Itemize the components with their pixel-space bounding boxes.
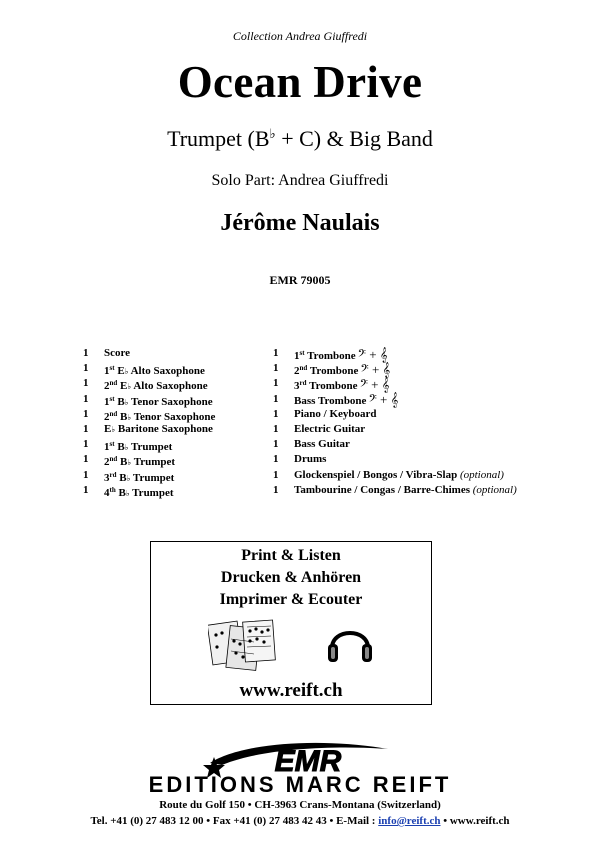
flat-icon: ♭ bbox=[111, 424, 116, 434]
instrument-row bbox=[273, 422, 573, 437]
ordinal-suffix: st bbox=[109, 440, 115, 449]
instrument-row bbox=[83, 407, 273, 422]
ordinal-suffix: st bbox=[109, 364, 115, 373]
clef-icon: 𝄢 + 𝄞 bbox=[360, 362, 391, 378]
publisher-address: Route du Golf 150 • CH-3963 Crans-Montana (Switzerland) bbox=[159, 799, 441, 811]
ordinal-suffix: nd bbox=[299, 364, 308, 373]
instrument-name: Bass Trombone 𝄢 + 𝄞 bbox=[294, 391, 399, 407]
instrument-quantity: 1 bbox=[273, 453, 279, 466]
flat-icon: ♭ bbox=[126, 473, 131, 483]
instrument-row bbox=[83, 483, 273, 498]
instrument-row bbox=[273, 452, 573, 467]
instrument-row bbox=[273, 407, 573, 422]
promo-line-de: Drucken & Anhören bbox=[220, 569, 362, 586]
instrument-name: 4th B♭ Trumpet bbox=[104, 485, 174, 499]
instrument-quantity: 1 bbox=[273, 347, 279, 359]
instrument-list-right bbox=[273, 346, 573, 498]
instrument-name: 2nd B♭ Trumpet bbox=[104, 455, 176, 469]
instrument-row bbox=[83, 376, 273, 391]
instrument-row bbox=[83, 422, 273, 437]
instrument-row bbox=[83, 452, 273, 467]
ordinal-suffix: nd bbox=[109, 409, 118, 418]
flat-icon: ♭ bbox=[127, 458, 132, 468]
ordinal-suffix: th bbox=[109, 485, 116, 494]
instrument-row bbox=[83, 346, 273, 361]
collection-label: Collection Andrea Giuffredi bbox=[232, 29, 368, 43]
instrument-quantity: 1 bbox=[273, 422, 279, 435]
flat-icon: ♭ bbox=[269, 126, 276, 141]
instrument-name: 2nd Trombone 𝄢 + 𝄞 bbox=[294, 362, 391, 378]
instrument-row bbox=[83, 437, 273, 452]
headphones-icon bbox=[326, 618, 374, 664]
ordinal-suffix: st bbox=[109, 394, 115, 403]
instrument-row bbox=[83, 361, 273, 376]
instrument-quantity: 1 bbox=[273, 362, 279, 375]
instrument-name: Piano / Keyboard bbox=[294, 407, 377, 420]
instrument-row bbox=[273, 361, 573, 376]
instrument-name: Tambourine / Congas / Barre-Chimes (optional) bbox=[294, 483, 517, 496]
optional-note: (optional) bbox=[459, 468, 504, 481]
flat-icon: ♭ bbox=[124, 397, 129, 407]
instrument-quantity: 1 bbox=[83, 347, 89, 359]
emr-logo-text: EMR bbox=[274, 745, 342, 778]
solo-part: Solo Part: Andrea Giuffredi bbox=[211, 172, 389, 189]
promo-url[interactable]: www.reift.ch bbox=[239, 680, 343, 701]
clef-icon: 𝄢 + 𝄞 bbox=[368, 391, 399, 407]
instrument-name: E♭ Baritone Saxophone bbox=[104, 422, 213, 435]
ordinal-suffix: nd bbox=[109, 455, 118, 464]
email-link[interactable]: info@reift.ch bbox=[378, 815, 441, 827]
instrument-quantity: 1 bbox=[273, 438, 279, 451]
instrument-name: 1st B♭ Tenor Saxophone bbox=[104, 394, 213, 408]
flat-icon: ♭ bbox=[127, 412, 132, 422]
print-listen-box bbox=[150, 541, 432, 705]
instrument-quantity: 1 bbox=[83, 422, 89, 435]
instrument-row bbox=[83, 392, 273, 407]
ordinal-suffix: rd bbox=[299, 379, 307, 388]
instrument-quantity: 1 bbox=[83, 407, 89, 420]
instrument-name: Score bbox=[104, 347, 131, 359]
instrument-name: Glockenspiel / Bongos / Vibra-Slap (optional) bbox=[294, 468, 504, 481]
instrument-quantity: 1 bbox=[83, 392, 89, 405]
instrument-name: 2nd B♭ Tenor Saxophone bbox=[104, 409, 216, 423]
instrument-row bbox=[273, 483, 573, 498]
instrument-name: 1st E♭ Alto Saxophone bbox=[104, 364, 205, 378]
instrument-row bbox=[273, 376, 573, 391]
ordinal-suffix: st bbox=[299, 349, 305, 357]
clef-icon: 𝄢 + 𝄞 bbox=[357, 347, 388, 362]
instrument-name: 2nd E♭ Alto Saxophone bbox=[104, 379, 208, 393]
instrument-name: Electric Guitar bbox=[294, 422, 366, 435]
instrument-quantity: 1 bbox=[83, 453, 89, 466]
instrument-name: 1st B♭ Trumpet bbox=[104, 440, 173, 454]
instrument-row bbox=[273, 468, 573, 483]
instrument-quantity: 1 bbox=[273, 468, 279, 481]
piece-title: Ocean Drive bbox=[177, 57, 423, 107]
instrument-row bbox=[273, 346, 573, 361]
subtitle: Trumpet (B♭ + C) & Big Band bbox=[167, 126, 433, 151]
promo-line-en: Print & Listen bbox=[241, 547, 341, 564]
instrument-quantity: 1 bbox=[83, 468, 89, 481]
instrument-name: 1st Trombone 𝄢 + 𝄞 bbox=[294, 347, 388, 362]
instrument-quantity: 1 bbox=[83, 377, 89, 390]
clef-icon: 𝄢 + 𝄞 bbox=[359, 377, 390, 393]
instrument-list-left bbox=[83, 346, 273, 498]
optional-note: (optional) bbox=[472, 483, 517, 496]
instrument-row bbox=[273, 392, 573, 407]
composer: Jérôme Naulais bbox=[220, 210, 380, 236]
instrument-name: 3rd B♭ Trumpet bbox=[104, 470, 175, 484]
instrument-quantity: 1 bbox=[273, 407, 279, 420]
sheet-music-icon bbox=[208, 617, 280, 675]
flat-icon: ♭ bbox=[124, 367, 129, 377]
publisher-name: EDITIONS MARC REIFT bbox=[148, 772, 452, 797]
instrument-quantity: 1 bbox=[83, 438, 89, 451]
instrument-quantity: 1 bbox=[273, 392, 279, 405]
flat-icon: ♭ bbox=[127, 382, 132, 392]
flat-icon: ♭ bbox=[125, 488, 130, 498]
instrument-name: Bass Guitar bbox=[294, 438, 350, 451]
instrument-row bbox=[273, 437, 573, 452]
instrument-quantity: 1 bbox=[273, 377, 279, 390]
instrument-name: Drums bbox=[294, 453, 327, 466]
publisher-contact: Tel. +41 (0) 27 483 12 00 • Fax +41 (0) 27 483 42 43 • E-Mail : info@reift.ch • www.reift.ch bbox=[90, 815, 510, 827]
instrument-name: 3rd Trombone 𝄢 + 𝄞 bbox=[294, 377, 390, 393]
catalog-code: EMR 79005 bbox=[269, 273, 331, 287]
instrument-quantity: 1 bbox=[273, 483, 279, 496]
flat-icon: ♭ bbox=[124, 443, 129, 453]
instrument-quantity: 1 bbox=[83, 362, 89, 375]
instrument-row bbox=[83, 468, 273, 483]
ordinal-suffix: nd bbox=[109, 379, 118, 388]
instrument-quantity: 1 bbox=[83, 483, 89, 496]
ordinal-suffix: rd bbox=[109, 470, 117, 479]
promo-line-fr: Imprimer & Ecouter bbox=[219, 591, 363, 608]
